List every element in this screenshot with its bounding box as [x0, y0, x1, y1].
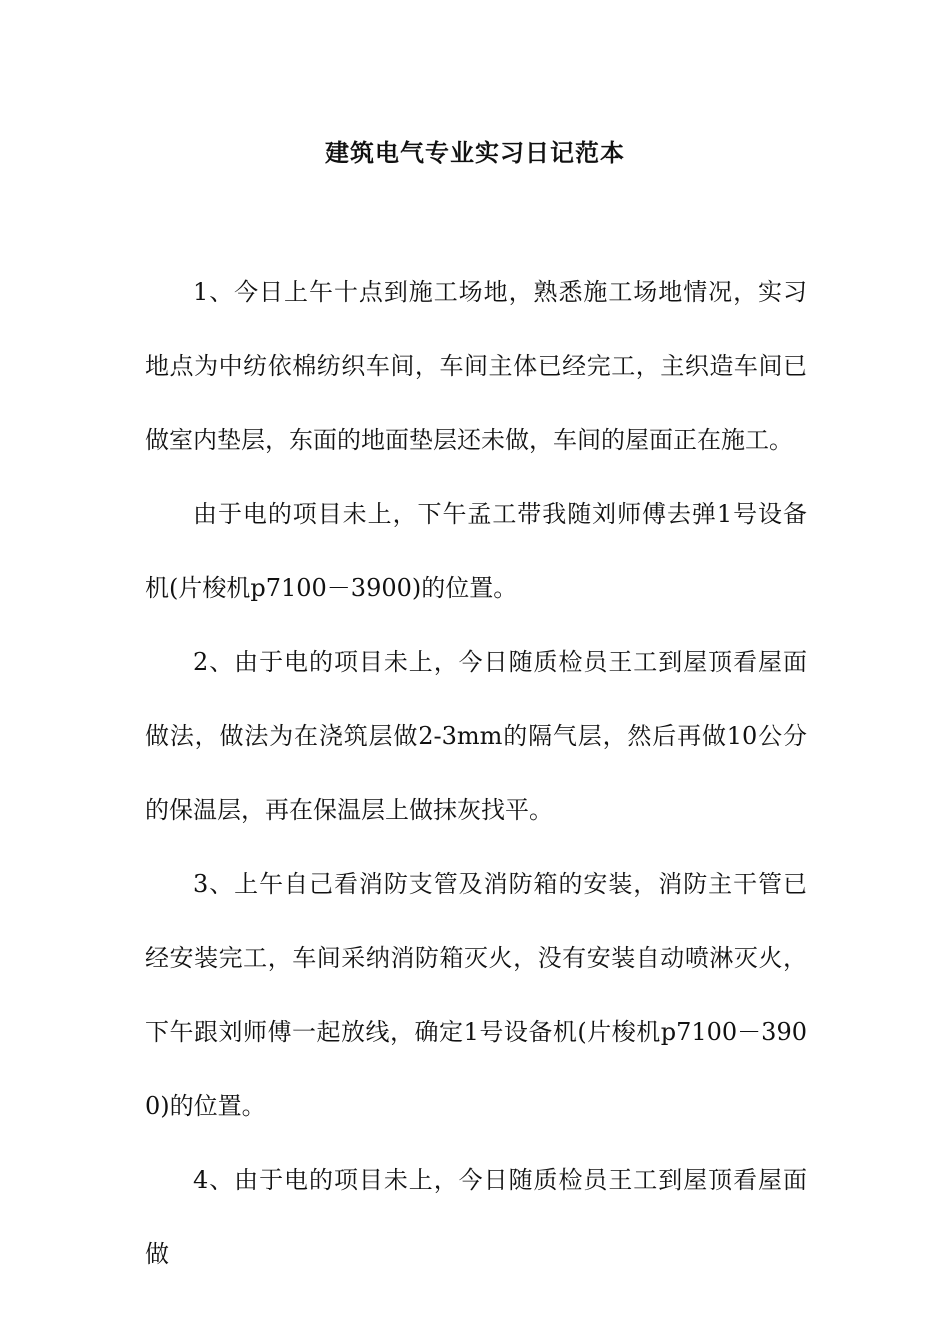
paragraph: 2、由于电的项目未上，今日随质检员王工到屋顶看屋面做法，做法为在浇筑层做2-3mm的隔气层，然后再做10公分的保温层，再在保温层上做抹灰找平。 [145, 648, 807, 824]
paragraph: 1、今日上午十点到施工场地，熟悉施工场地情况，实习地点为中纺依棉纺织车间，车间主体已经完工，主织造车间已做室内垫层，东面的地面垫层还未做，车间的屋面正在施工。 [145, 278, 807, 454]
paragraph: 4、由于电的项目未上，今日随质检员王工到屋顶看屋面做 [145, 1166, 807, 1268]
document-body [145, 255, 807, 1291]
paragraph: 由于电的项目未上，下午孟工带我随刘师傅去弹1号设备机(片梭机p7100－3900)的位置。 [145, 500, 807, 602]
paragraph: 3、上午自己看消防支管及消防箱的安装，消防主干管已经安装完工，车间采纳消防箱灭火，没有安装自动喷淋灭火，下午跟刘师傅一起放线，确定1号设备机(片梭机p7100－3900)的位置。 [145, 870, 807, 1120]
document-title: 建筑电气专业实习日记范本 [325, 138, 625, 167]
